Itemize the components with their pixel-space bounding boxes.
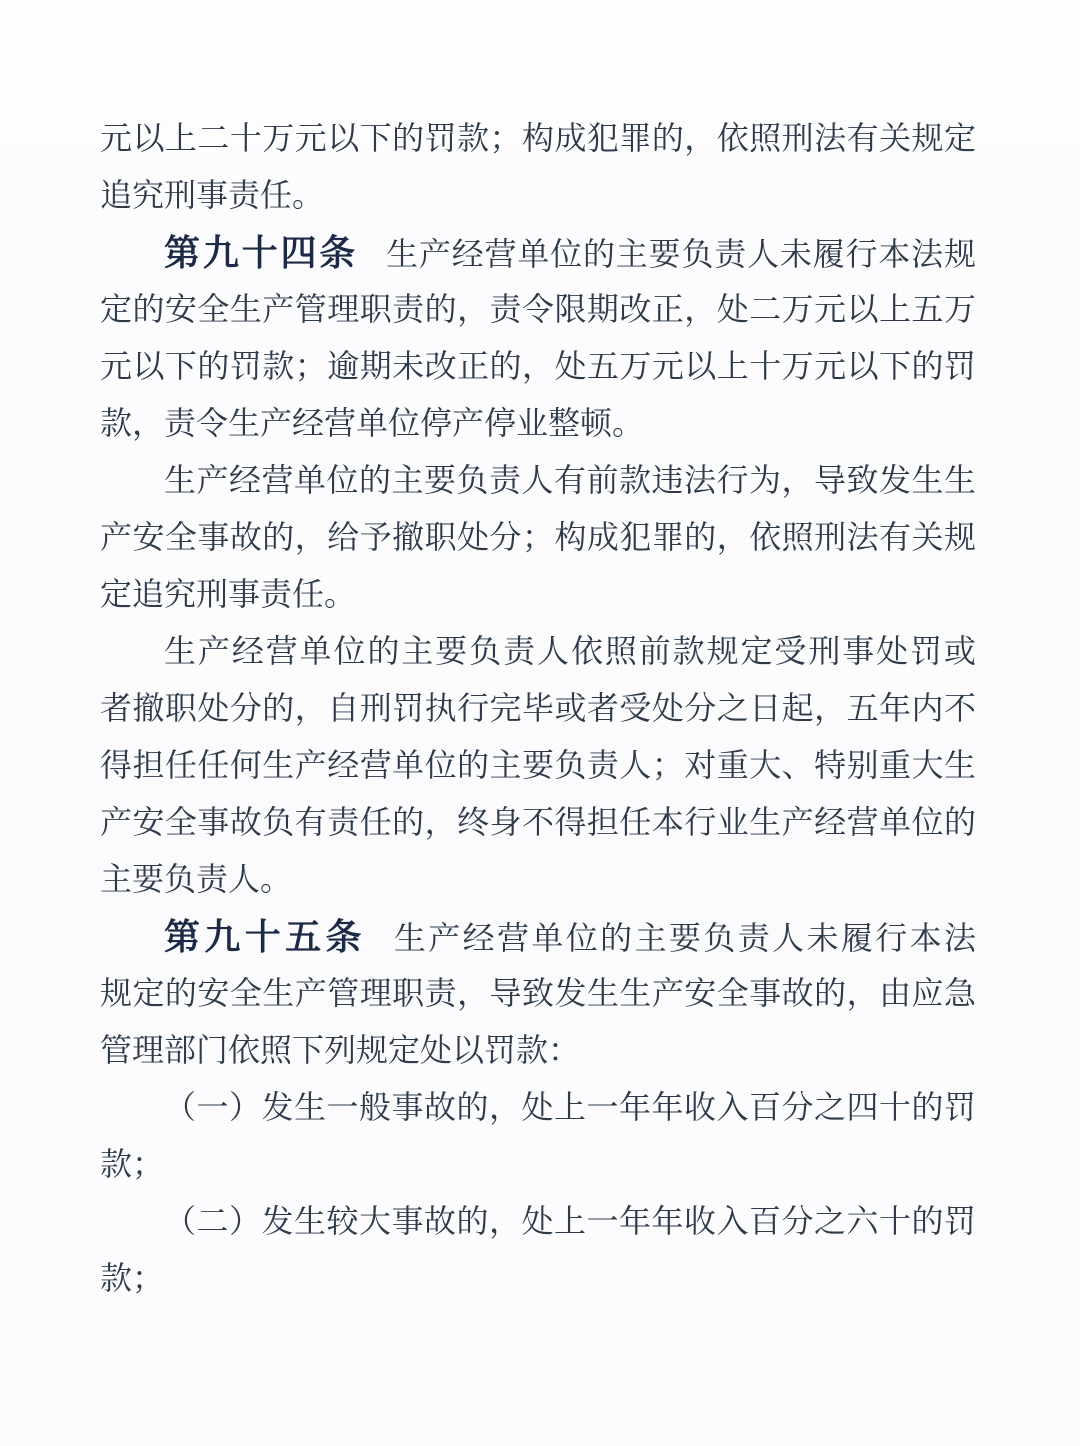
article-number: 第九十四条 — [164, 232, 359, 273]
article-95-heading-line — [100, 908, 976, 965]
text-line: 生产经营单位的主要负责人有前款违法行为，导致发生生 — [164, 462, 976, 498]
text-line: 款，责令生产经营单位停产停业整顿。 — [100, 405, 645, 441]
text-line: 款； — [100, 1260, 165, 1296]
text-line: 得担任任何生产经营单位的主要负责人；对重大、特别重大生 — [100, 747, 976, 783]
text-line: 产安全事故的，给予撤职处分；构成犯罪的，依照刑法有关规 — [100, 519, 976, 555]
list-item-line: （二）发生较大事故的，处上一年年收入百分之六十的罚 — [164, 1203, 976, 1239]
text-line: 追究刑事责任。 — [100, 177, 325, 213]
text-line: 生产经营单位的主要负责人未履行本法规 — [386, 236, 976, 272]
text-line: 定追究刑事责任。 — [100, 576, 357, 612]
article-94-heading-line — [100, 224, 976, 281]
text-line: 元以上二十万元以下的罚款；构成犯罪的，依照刑法有关规定 — [100, 120, 976, 156]
text-line: 生产经营单位的主要负责人未履行本法 — [393, 920, 976, 956]
list-item-line: （一）发生一般事故的，处上一年年收入百分之四十的罚 — [164, 1089, 976, 1125]
text-line: 定的安全生产管理职责的，责令限期改正，处二万元以上五万 — [100, 291, 976, 327]
text-line: 者撤职处分的，自刑罚执行完毕或者受处分之日起，五年内不 — [100, 690, 976, 726]
text-line: 款； — [100, 1146, 165, 1182]
text-line: 元以下的罚款；逾期未改正的，处五万元以上十万元以下的罚 — [100, 348, 976, 384]
text-line: 产安全事故负有责任的，终身不得担任本行业生产经营单位的 — [100, 804, 976, 840]
law-text-column — [100, 110, 976, 1307]
text-line: 规定的安全生产管理职责，导致发生生产安全事故的，由应急 — [100, 975, 976, 1011]
text-line: 生产经营单位的主要负责人依照前款规定受刑事处罚或 — [164, 633, 976, 669]
text-line: 管理部门依照下列规定处以罚款： — [100, 1032, 581, 1068]
text-line: 主要负责人。 — [100, 861, 293, 897]
article-number: 第九十五条 — [164, 916, 366, 957]
